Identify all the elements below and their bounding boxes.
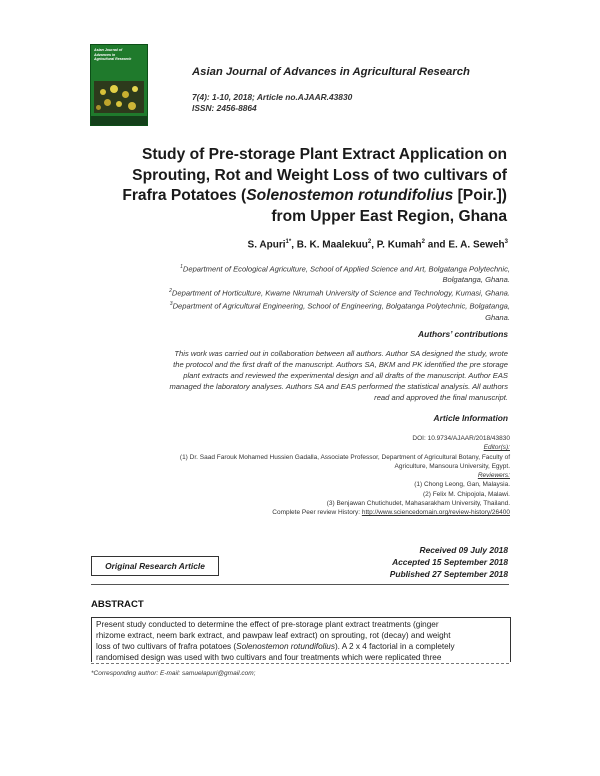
contributions-line: managed the laboratory analyses. Authors SA and EAS performed the statistical analysis. All authors bbox=[169, 381, 508, 391]
journal-citation: 7(4): 1-10, 2018; Article no.AJAAR.43830 bbox=[192, 92, 353, 102]
publication-dates bbox=[390, 544, 508, 580]
cover-title: Asian Journal of Advances in Agricultural Research bbox=[94, 48, 132, 62]
affiliation-text: Department of Agricultural Engineering, School of Engineering, Bolgatanga Polytechnic, Bolgatanga, bbox=[172, 301, 510, 311]
contributions-line: the protocol and the first draft of the manuscript. Authors SA, BKM and PK identified the pre storage bbox=[173, 359, 508, 369]
contributions-line: read and approved the final manuscript. bbox=[374, 392, 508, 402]
abstract-line: rhizome extract, neem bark extract, and pawpaw leaf extract) on sprouting, rot (decay) and weight bbox=[96, 630, 451, 640]
journal-name: Asian Journal of Advances in Agricultural Research bbox=[192, 66, 470, 78]
cover-plant-photo bbox=[94, 81, 144, 113]
title-line: Sprouting, Rot and Weight Loss of two cultivars of bbox=[132, 166, 507, 184]
contributions-text bbox=[98, 349, 508, 404]
author-name: P. Kumah bbox=[376, 239, 422, 251]
review-history bbox=[110, 508, 510, 517]
affiliation-mark: 3 bbox=[169, 301, 173, 308]
reviewers-label: Reviewers: bbox=[477, 472, 510, 480]
abstract-text-part: loss of two cultivars of frafra potatoes ( bbox=[96, 641, 237, 651]
affiliation-line bbox=[110, 262, 510, 275]
affiliations bbox=[110, 262, 510, 324]
editor-line: Agriculture, Mansoura University, Egypt. bbox=[394, 462, 510, 470]
title-line: from Upper East Region, Ghana bbox=[271, 207, 507, 225]
abstract-heading: ABSTRACT bbox=[91, 599, 144, 610]
editor-line: (1) Dr. Saad Farouk Mohamed Hussien Gadalla, Associate Professor, Department of Agricultural Botany, Faculty of bbox=[179, 453, 510, 461]
author-list bbox=[248, 239, 508, 250]
review-history-label: Complete Peer review History: bbox=[272, 509, 362, 517]
author-separator: and bbox=[424, 239, 449, 251]
abstract-line bbox=[96, 642, 506, 653]
date-published: Published 27 September 2018 bbox=[389, 569, 508, 579]
paper-title bbox=[95, 145, 507, 227]
affiliation-text: Department of Horticulture, Kwame Nkrumah University of Science and Technology, Kumasi, Ghana. bbox=[171, 288, 510, 298]
abstract-box bbox=[91, 617, 511, 662]
affiliation-line bbox=[110, 299, 510, 312]
journal-issn: ISSN: 2456-8864 bbox=[192, 103, 257, 113]
title-text: Frafra Potatoes ( bbox=[122, 187, 247, 204]
reviewer-item: (2) Felix M. Chipojola, Malawi. bbox=[422, 490, 510, 498]
abstract-species: Solenostemon rotundifolius bbox=[236, 641, 335, 651]
journal-cover-image bbox=[90, 44, 148, 126]
author-affil-mark: 2 bbox=[367, 239, 372, 245]
review-history-link[interactable]: http://www.sciencedomain.org/review-history/26400 bbox=[361, 509, 510, 517]
corresponding-author-footnote: *Corresponding author: E-mail: samuelapuri@gmail.com; bbox=[91, 670, 256, 677]
date-received: Received 09 July 2018 bbox=[419, 545, 508, 555]
author-name: E. A. Seweh bbox=[448, 239, 505, 251]
author-separator: , bbox=[371, 239, 377, 251]
article-type-badge: Original Research Article bbox=[91, 556, 219, 576]
author-affil-mark: 1* bbox=[285, 239, 292, 245]
author-name: B. K. Maalekuu bbox=[296, 239, 368, 251]
article-info bbox=[110, 434, 510, 518]
title-line bbox=[95, 186, 507, 207]
contributions-line: This work was carried out in collaboration between all authors. Author SA designed the study, wrote bbox=[174, 349, 508, 358]
title-species: Solenostemon rotundifolius bbox=[246, 187, 454, 204]
article-info-heading: Article Information bbox=[433, 413, 508, 423]
affiliation-mark: 1 bbox=[180, 264, 183, 270]
affiliation-line: Bolgatanga, Ghana. bbox=[442, 275, 510, 285]
abstract-line: Present study conducted to determine the effect of pre-storage plant extract treatments (ginger bbox=[96, 620, 439, 629]
section-divider bbox=[91, 584, 509, 585]
reviewer-item: (3) Benjawan Chutichudet, Mahasarakham University, Thailand. bbox=[326, 500, 510, 508]
reviewer-item: (1) Chong Leong, Gan, Malaysia. bbox=[414, 481, 510, 489]
author-affil-mark: 3 bbox=[504, 239, 508, 245]
author-name: S. Apuri bbox=[247, 239, 286, 251]
affiliation-line bbox=[110, 286, 510, 299]
footnote-divider bbox=[91, 663, 509, 664]
author-separator: , bbox=[291, 239, 297, 251]
affiliation-text: Department of Ecological Agriculture, School of Applied Science and Art, Bolgatanga Polytechnic, bbox=[182, 264, 510, 274]
title-text: [Poir.]) bbox=[453, 187, 507, 204]
abstract-text-part: ). A 2 x 4 factorial in a completely bbox=[334, 641, 455, 651]
abstract-line: randomised design was used with two cultivars and four treatments which were replicated three bbox=[96, 652, 442, 662]
affiliation-mark: 2 bbox=[169, 288, 172, 295]
contributions-heading: Authors’ contributions bbox=[418, 329, 508, 339]
abstract-text bbox=[92, 618, 510, 662]
contributions-line: plant extracts and reviewed the experimental design and all drafts of the manuscript. Author EAS bbox=[183, 370, 508, 380]
affiliation-line: Ghana. bbox=[485, 312, 510, 322]
author-affil-mark: 2 bbox=[421, 239, 425, 245]
date-accepted: Accepted 15 September 2018 bbox=[392, 557, 508, 567]
cover-footer-bar bbox=[91, 116, 147, 125]
editor-label: Editor(s): bbox=[483, 444, 510, 452]
article-doi: DOI: 10.9734/AJAAR/2018/43830 bbox=[412, 435, 510, 442]
title-line: Study of Pre-storage Plant Extract Application on bbox=[141, 146, 507, 163]
